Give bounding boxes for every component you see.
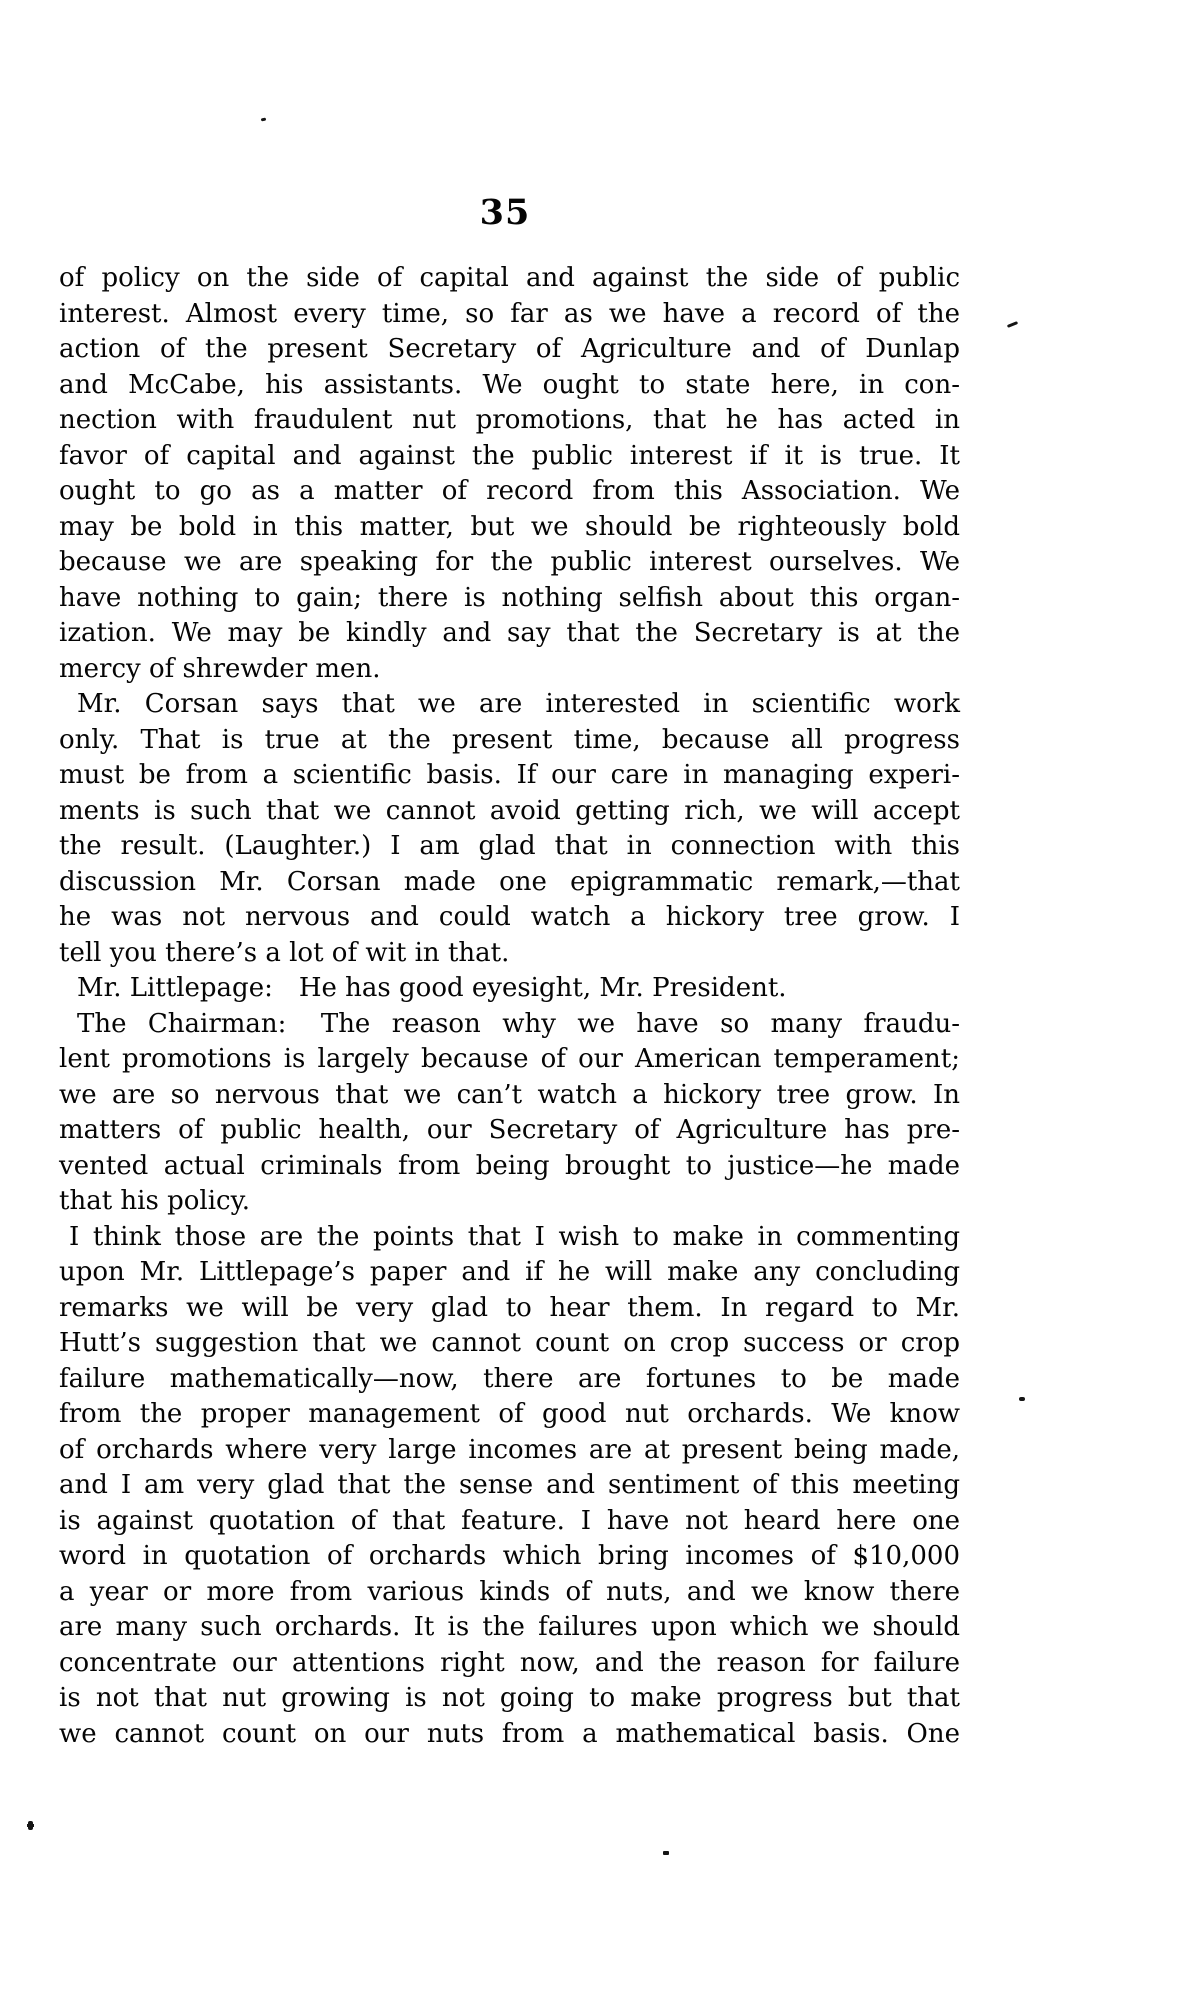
text-line: ments is such that we cannot avoid getting rich, we will accept — [59, 795, 960, 826]
text-line: because we are speaking for the public interest ourselves. We — [59, 547, 960, 577]
text-line: mercy of shrewder men. — [59, 653, 381, 684]
text-line: a year or more from various kinds of nuts, and we know there — [59, 1576, 960, 1607]
text-line: ization. We may be kindly and say that the Secretary is at the — [59, 618, 960, 648]
text-line: that his policy. — [59, 1186, 251, 1216]
text-line: are many such orchards. It is the failures upon which we should — [59, 1612, 960, 1642]
text-line: ought to go as a matter of record from this Association. We — [59, 476, 960, 506]
text-line: and McCabe, his assistants. We ought to state here, in con- — [59, 369, 960, 400]
text-line: word in quotation of orchards which bring incomes of $10,000 — [59, 1541, 960, 1571]
text-line: we are so nervous that we can’t watch a hickory tree grow. In — [59, 1079, 960, 1110]
ink-speck-icon — [663, 1851, 669, 1855]
page-number: 35 — [479, 192, 531, 233]
ink-tick-icon — [1007, 321, 1018, 328]
text-line: Mr. Littlepage: He has good eyesight, Mr. President. — [77, 973, 787, 1003]
text-line: he was not nervous and could watch a hickory tree grow. I — [59, 902, 960, 932]
paragraph — [59, 971, 960, 1007]
text-line: vented actual criminals from being brought to justice—he made — [59, 1150, 960, 1181]
text-line: action of the present Secretary of Agriculture and of Dunlap — [59, 334, 960, 364]
text-line: Mr. Corsan says that we are interested in scientific work — [77, 689, 960, 719]
text-line: tell you there’s a lot of wit in that. — [59, 937, 510, 968]
text-line: we cannot count on our nuts from a mathematical basis. One — [59, 1718, 960, 1749]
text-line: may be bold in this matter, but we should be righteously bold — [59, 511, 960, 542]
ink-speck-icon — [28, 1821, 33, 1830]
text-line: must be from a scientific basis. If our care in managing experi- — [59, 760, 960, 790]
ink-speck-icon — [261, 118, 267, 122]
text-line: concentrate our attentions right now, and the reason for failure — [59, 1647, 960, 1678]
paragraph — [59, 1220, 960, 1753]
text-line: matters of public health, our Secretary of Agriculture has pre- — [59, 1115, 960, 1145]
text-line: upon Mr. Littlepage’s paper and if he will make any concluding — [59, 1257, 960, 1287]
text-line: I think those are the points that I wish to make in commenting — [69, 1221, 960, 1252]
text-line: is against quotation of that feature. I have not heard here one — [59, 1505, 960, 1536]
text-line: from the proper management of good nut orchards. We know — [59, 1399, 960, 1429]
text-line: discussion Mr. Corsan made one epigrammatic remark,—that — [59, 866, 960, 897]
text-line: have nothing to gain; there is nothing selfish about this organ- — [59, 582, 960, 613]
paragraph — [59, 1007, 960, 1220]
text-line: nection with fraudulent nut promotions, that he has acted in — [59, 405, 960, 435]
text-line: The Chairman: The reason why we have so many fraudu- — [77, 1008, 960, 1039]
text-line: interest. Almost every time, so far as we have a record of the — [59, 298, 960, 329]
text-line: Hutt’s suggestion that we cannot count on crop success or crop — [59, 1328, 960, 1358]
text-line: favor of capital and against the public interest if it is true. It — [59, 440, 960, 471]
text-line: failure mathematically—now, there are fortunes to be made — [59, 1363, 960, 1394]
text-line: remarks we will be very glad to hear them. In regard to Mr. — [59, 1292, 960, 1323]
ink-speck-icon — [1019, 1397, 1025, 1401]
text-line: and I am very glad that the sense and sentiment of this meeting — [59, 1470, 960, 1500]
text-line: of policy on the side of capital and against the side of public — [59, 263, 960, 293]
text-line: the result. (Laughter.) I am glad that in connection with this — [59, 831, 960, 861]
paragraph — [59, 261, 960, 687]
page-body — [59, 261, 960, 1752]
text-line: lent promotions is largely because of our American temperament; — [59, 1044, 960, 1074]
text-line: only. That is true at the present time, because all progress — [59, 724, 960, 755]
text-line: of orchards where very large incomes are at present being made, — [59, 1434, 960, 1465]
text-line: is not that nut growing is not going to make progress but that — [59, 1683, 960, 1713]
paragraph — [59, 687, 960, 971]
